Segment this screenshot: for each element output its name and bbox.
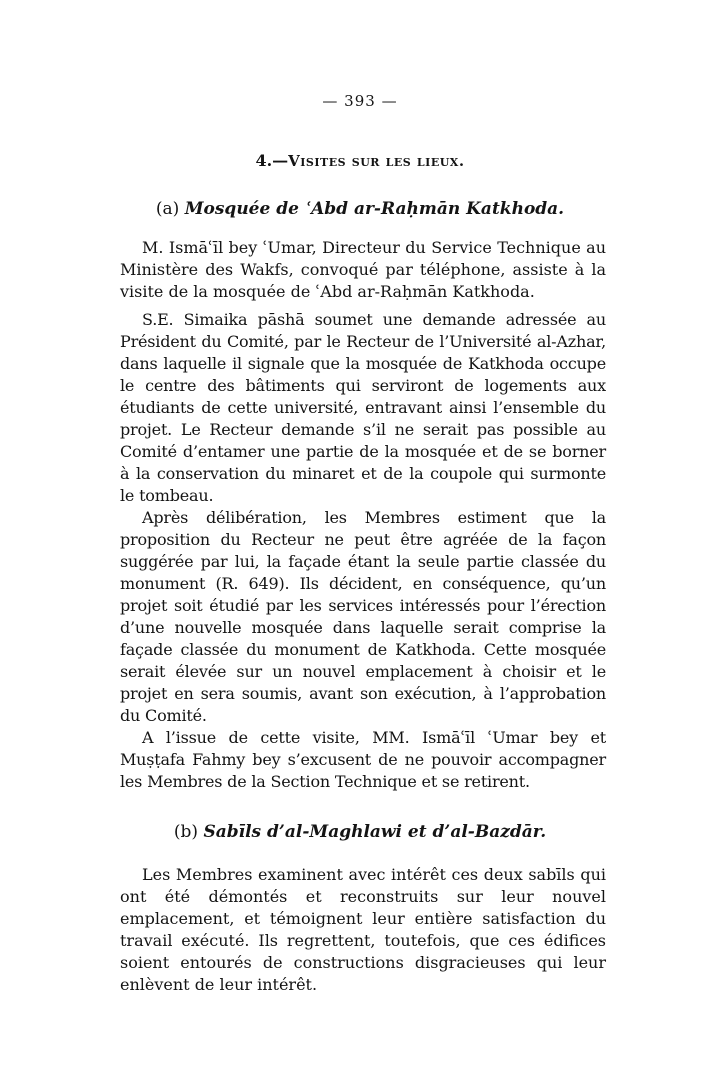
subsection-b-title: Sabīls d’al-Maghlawi et d’al-Bazdār. (203, 822, 547, 842)
subsection-a-heading (0, 199, 720, 219)
page-number: — 393 — (322, 92, 398, 110)
paragraph: Après délibération, les Membres estiment que la proposition du Recteur ne peut être agréée de la façon suggérée par lui, la façade étant la seule partie classée du monument (R. 649). Ils décident, en conséquence, qu’un projet soit étudié par les services intéressés pour l’érection d’une nouvelle mosquée dans laquelle serait comprise la façade classée du monument de Katkhoda. Cette mosquée serait élevée sur un nouvel emplacement à choisir et le projet en sera soumis, avant son exécution, à l’approbation du Comité. (120, 508, 606, 725)
subsection-a-body (120, 237, 606, 793)
subsection-a-label: (a) (155, 199, 180, 219)
subsection-a-title: Mosquée de ʿAbd ar-Raḥmān Katkhoda. (184, 199, 565, 219)
paragraph: M. Ismāʿīl bey ʿUmar, Directeur du Service Technique au Ministère des Wakfs, convoqué par téléphone, assiste à la visite de la mosquée de ʿAbd ar-Raḥmān Katkhoda. (120, 238, 606, 301)
paragraph: Les Membres examinent avec intérêt ces deux sabīls qui ont été démontés et reconstruits sur leur nouvel emplacement, et témoignent leur entière satisfaction du travail exécuté. Ils regrettent, toutefois, que ces édifices soient entourés de constructions disgracieuses qui leur enlèvent de leur intérêt. (120, 865, 606, 994)
subsection-b-body (120, 864, 606, 996)
subsection-b-label: (b) (173, 822, 199, 842)
paragraph: S.E. Simaika pāshā soumet une demande adressée au Président du Comité, par le Recteur de l’Université al-Azhar, dans laquelle il signale que la mosquée de Katkhoda occupe le centre des bâtiments qui serviront de logements aux étudiants de cette université, entravant ainsi l’ensemble du projet. Le Recteur demande s’il ne serait pas possible au Comité d’entamer une partie de la mosquée et de se borner à la conservation du minaret et de la coupole qui surmonte le tombeau. (120, 310, 606, 505)
section-title-text: Visites sur les lieux. (288, 152, 465, 170)
section-dash: — (272, 151, 289, 170)
section-title (0, 151, 720, 170)
paragraph: A l’issue de cette visite, MM. Ismāʿīl ʿUmar bey et Muṣṭafa Fahmy bey s’excusent de ne pouvoir accompagner les Membres de la Section Technique et se retirent. (120, 728, 606, 791)
subsection-b-heading (0, 822, 720, 842)
section-number: 4. (255, 151, 273, 170)
